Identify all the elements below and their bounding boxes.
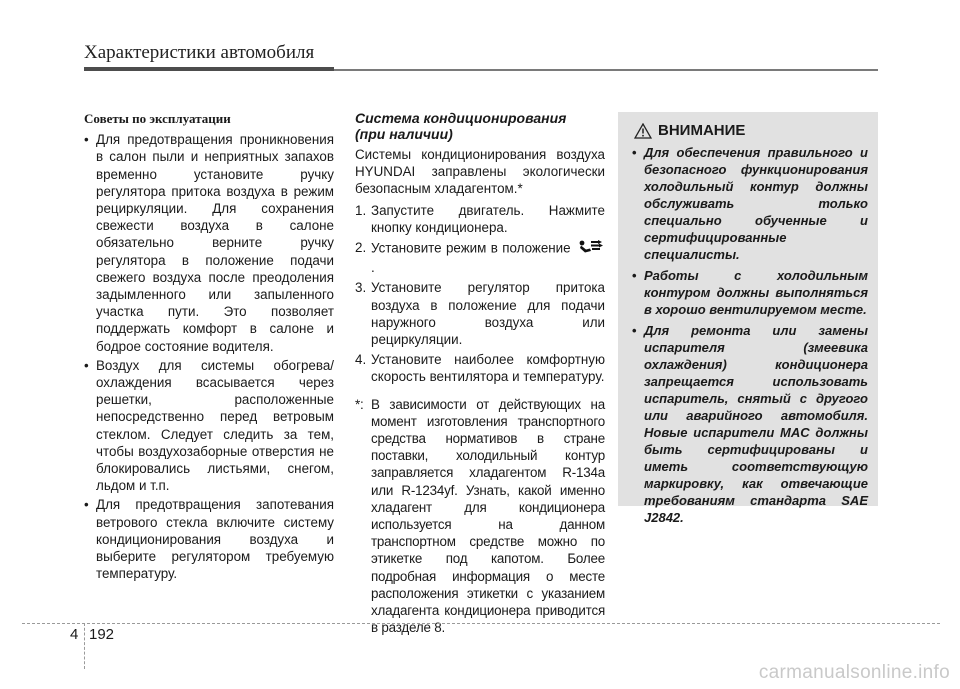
step-item — [355, 202, 605, 236]
list-item: • Для обеспечения правильного и безопасного функционирования холодильный контур должны обслуживать только специально обученные и сертифицированные специалисты. — [632, 144, 868, 263]
operating-tips-list — [84, 131, 334, 582]
list-item: • Работы с холодильным контуром должны выполняться в хорошо вентилируемом месте. — [632, 267, 868, 318]
list-item: • Для ремонта или замены испарителя (змеевика охлаждения) кондиционера запрещается использовать испаритель, снятый с другого или аварийного автомобиля. Новые испарители MAC должны быть сертифицированы и иметь соответствующую маркировку, как отвечающие требованиям стандарта SAE J2842. — [632, 322, 868, 526]
step-item — [355, 351, 605, 385]
fan-vent-mode-icon — [577, 239, 603, 259]
step-text: Запустите двигатель. Нажмите кнопку кондиционера. — [371, 202, 605, 235]
air-conditioning-steps — [355, 202, 605, 386]
step-item — [355, 279, 605, 348]
column-air-conditioning — [355, 110, 605, 636]
column-operating-tips — [84, 110, 334, 584]
step-number: 2. — [355, 240, 367, 256]
footnote-mark: *: — [355, 396, 364, 412]
list-item: • Для предотвращения запотевания ветрового стекла включите систему кондиционирования воздуха и выберите регулятором требуемую температуру. — [84, 496, 334, 582]
step-number: 1. — [355, 202, 367, 218]
air-conditioning-intro: Системы кондиционирования воздуха HYUNDAI заправлены экологически безопасным хладагентом.* — [355, 147, 605, 197]
operating-tips-heading: Советы по эксплуатации — [84, 111, 231, 126]
footer-dashed-divider — [84, 623, 85, 669]
warning-box — [618, 112, 878, 525]
step-text: Установите наиболее комфортную скорость вентилятора и температуру. — [371, 352, 605, 385]
refrigerant-footnote — [355, 396, 605, 637]
step-text: Установите регулятор притока воздуха в положение для подачи наружного воздуха или рециркуляции. — [371, 280, 605, 348]
header-rule-thin — [334, 69, 878, 71]
list-item: • Воздух для системы обогрева/охлаждения всасывается через решетки, расположенные непосредственно перед ветровым стеклом. Следует следить за тем, чтобы воздухозаборные отверстия не блокировались листьями, снегом, льдом и т.п. — [84, 357, 334, 495]
warning-title: ВНИМАНИЕ — [658, 122, 746, 139]
air-conditioning-heading-title: Система кондиционирования — [355, 110, 567, 126]
step-number: 4. — [355, 352, 367, 368]
warning-header — [634, 122, 745, 139]
chapter-number: 4 — [70, 626, 79, 643]
step-text-end: . — [371, 260, 375, 276]
warning-list — [632, 144, 868, 530]
page-header-title: Характеристики автомобиля — [84, 42, 315, 63]
warning-triangle-icon — [634, 123, 652, 139]
list-item: • Для предотвращения проникновения в салон пыли и неприятных запахов временно установите ручку регулятора притока воздуха в режим рециркуляции. Для сохранения свежести воздуха в салоне обязательно верните ручку регулятора в положение подачи свежего воздуха после преодоления задымленного или запыленного участка пути. Это позволяет поддержать комфорт в салоне и бодрое состояние водителя. — [84, 131, 334, 355]
page-number: 192 — [89, 626, 115, 643]
air-conditioning-heading — [355, 110, 605, 142]
step-text: Установите режим в положение — [371, 240, 571, 256]
step-item — [355, 239, 605, 276]
watermark: carmanualsonline.info — [758, 662, 950, 683]
footnote-text: В зависимости от действующих на момент изготовления транспортного средства нормативов в стране поставки, холодильный контур заправляется хладагентом R-134a или R-1234yf. Узнать, какой именно хладагент для кондиционера используется на данном транспортном средстве можно по этикетке под капотом. Более подробная информация о месте расположения этикетки с указанием хладагента кондиционера приводится в разделе 8. — [371, 396, 605, 636]
air-conditioning-heading-note: (при наличии) — [355, 126, 453, 142]
header-rule-thick — [84, 67, 334, 71]
step-number: 3. — [355, 280, 367, 296]
footer-dashed-rule — [22, 623, 940, 624]
